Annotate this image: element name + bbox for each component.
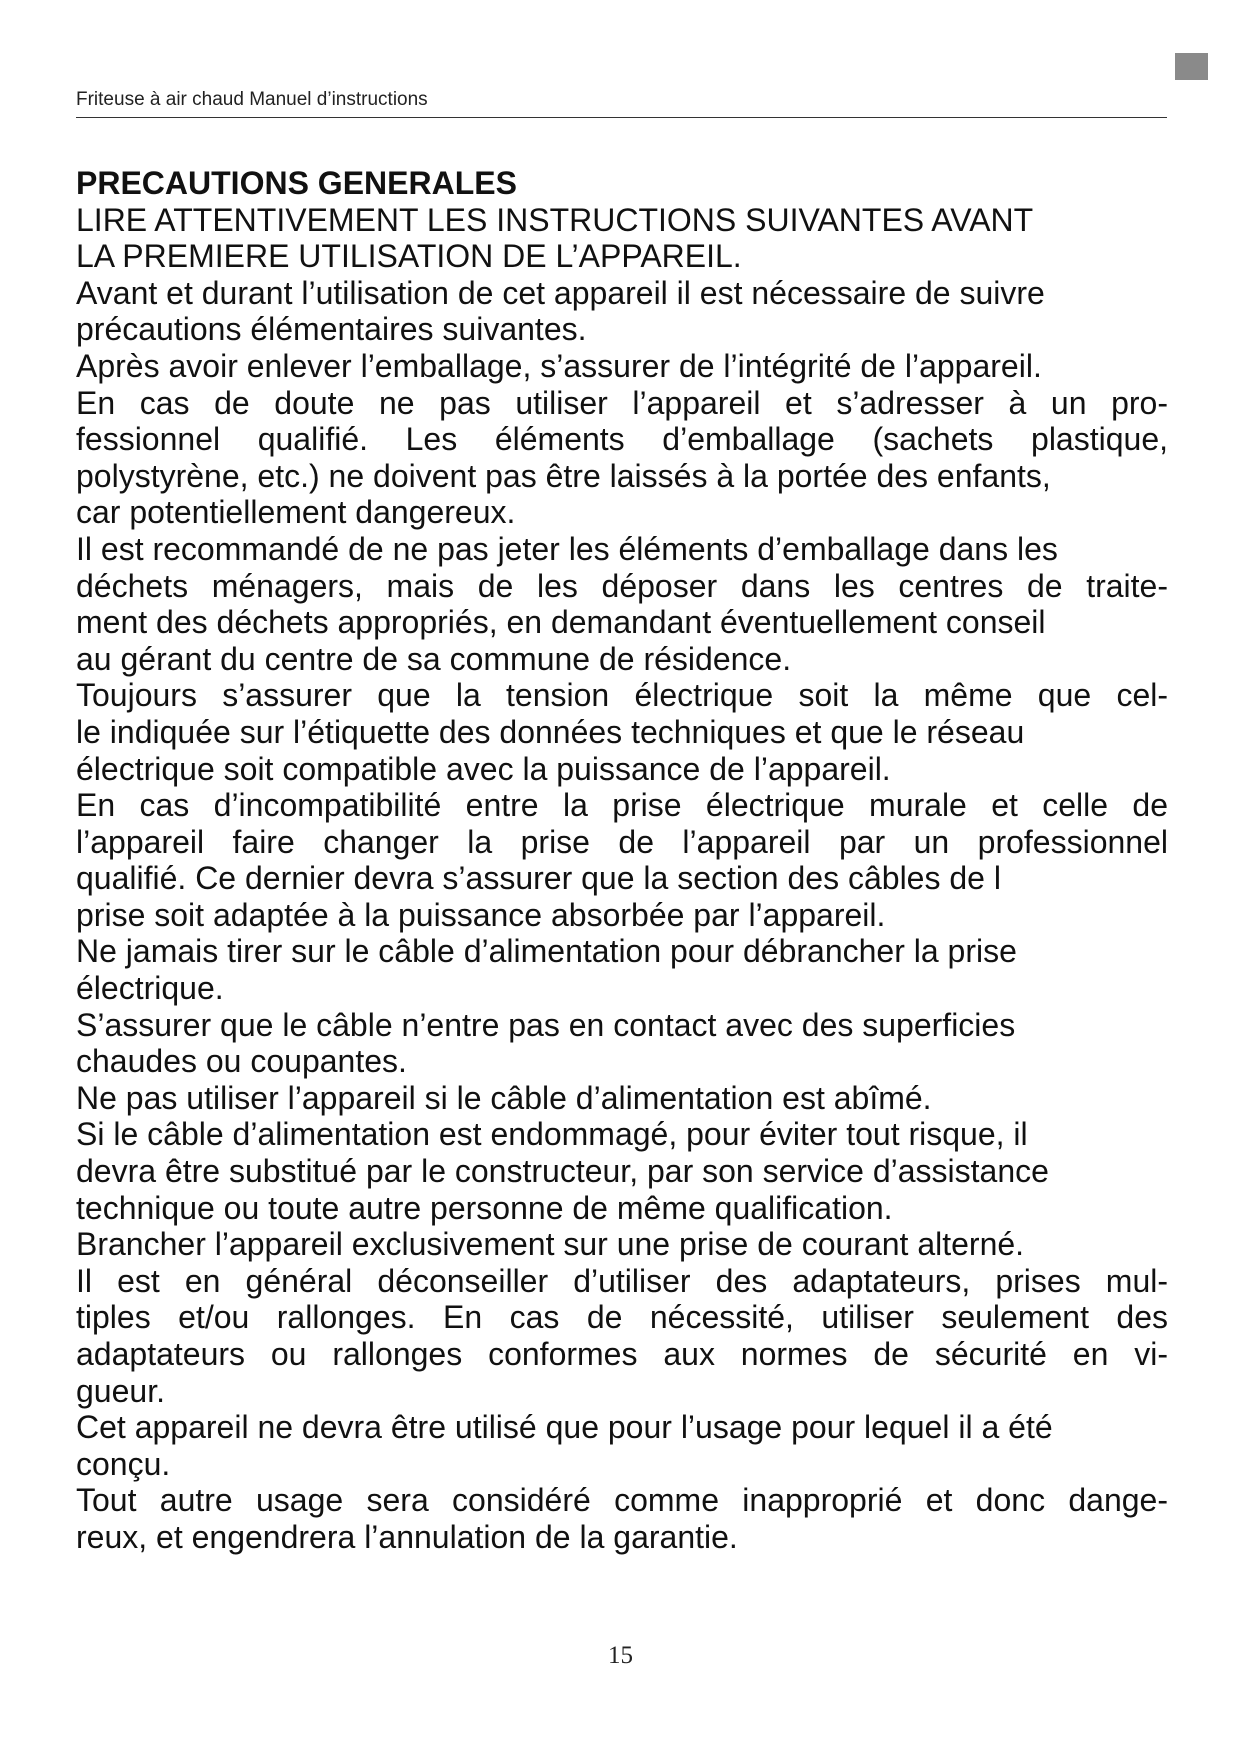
text-line: prise soit adaptée à la puissance absorbée par l’appareil.	[76, 896, 886, 933]
text-line: adaptateurs ou rallonges conformes aux normes de sécurité en vi-	[76, 1336, 1168, 1372]
corner-tab-mark	[1175, 53, 1208, 80]
text-line: au gérant du centre de sa commune de résidence.	[76, 640, 792, 677]
text-line: chaudes ou coupantes.	[76, 1043, 407, 1080]
text-line: En cas d’incompatibilité entre la prise électrique murale et celle de	[76, 787, 1168, 824]
text-line: tiples et/ou rallonges. En cas de nécessité, utiliser seulement des	[76, 1299, 1168, 1336]
section-heading: PRECAUTIONS GENERALES	[76, 165, 517, 201]
text-line: Tout autre usage sera considéré comme inapproprié et donc dange-	[76, 1482, 1168, 1519]
text-line: déchets ménagers, mais de les déposer dans les centres de traite-	[76, 567, 1168, 604]
header-divider	[76, 117, 1167, 118]
text-line: Ne jamais tirer sur le câble d’alimentation pour débrancher la prise	[76, 933, 1017, 970]
text-line: Ne pas utiliser l’appareil si le câble d’alimentation est abîmé.	[76, 1079, 932, 1116]
running-header: Friteuse à air chaud Manuel d’instructions	[76, 89, 428, 110]
text-line: Avant et durant l’utilisation de cet appareil il est nécessaire de suivre	[76, 274, 1045, 311]
text-line: technique ou toute autre personne de même qualification.	[76, 1189, 893, 1226]
text-line: S’assurer que le câble n’entre pas en contact avec des superficies	[76, 1006, 1016, 1043]
text-line: fessionnel qualifié. Les éléments d’emballage (sachets plastique,	[76, 421, 1168, 458]
text-line: l’appareil faire changer la prise de l’appareil par un professionnel	[76, 823, 1168, 860]
text-line: polystyrène, etc.) ne doivent pas être laissés à la portée des enfants,	[76, 457, 1051, 494]
text-line: car potentiellement dangereux.	[76, 494, 516, 531]
text-line: ment des déchets appropriés, en demandant éventuellement conseil	[76, 604, 1046, 641]
text-line: reux, et engendrera l’annulation de la garantie.	[76, 1518, 738, 1555]
text-line: Si le câble d’alimentation est endommagé, pour éviter tout risque, il	[76, 1116, 1028, 1153]
text-line: Toujours s’assurer que la tension électrique soit la même que cel-	[76, 677, 1168, 714]
text-line: précautions élémentaires suivantes.	[76, 311, 587, 348]
body-text	[76, 165, 1168, 1556]
text-line: LIRE ATTENTIVEMENT LES INSTRUCTIONS SUIVANTES AVANT	[76, 201, 1034, 238]
text-line: En cas de doute ne pas utiliser l’appareil et s’adresser à un pro-	[76, 384, 1168, 421]
text-line: gueur.	[76, 1372, 165, 1409]
text-line: Il est en général déconseiller d’utiliser des adaptateurs, prises mul-	[76, 1262, 1168, 1299]
text-line: LA PREMIERE UTILISATION DE L’APPAREIL.	[76, 238, 742, 275]
text-line: le indiquée sur l’étiquette des données techniques et que le réseau	[76, 713, 1025, 750]
text-line: devra être substitué par le constructeur, par son service d’assistance	[76, 1153, 1049, 1190]
text-line: Après avoir enlever l’emballage, s’assurer de l’intégrité de l’appareil.	[76, 347, 1042, 384]
text-line: qualifié. Ce dernier devra s’assurer que la section des câbles de l	[76, 860, 1001, 897]
text-line: électrique soit compatible avec la puissance de l’appareil.	[76, 750, 891, 787]
text-line: Brancher l’appareil exclusivement sur une prise de courant alterné.	[76, 1226, 1025, 1263]
text-line: Cet appareil ne devra être utilisé que pour l’usage pour lequel il a été	[76, 1409, 1053, 1446]
text-line: conçu.	[76, 1445, 171, 1482]
page-number: 15	[608, 1642, 633, 1669]
text-line: Il est recommandé de ne pas jeter les éléments d’emballage dans les	[76, 530, 1058, 567]
text-line: électrique.	[76, 970, 224, 1007]
